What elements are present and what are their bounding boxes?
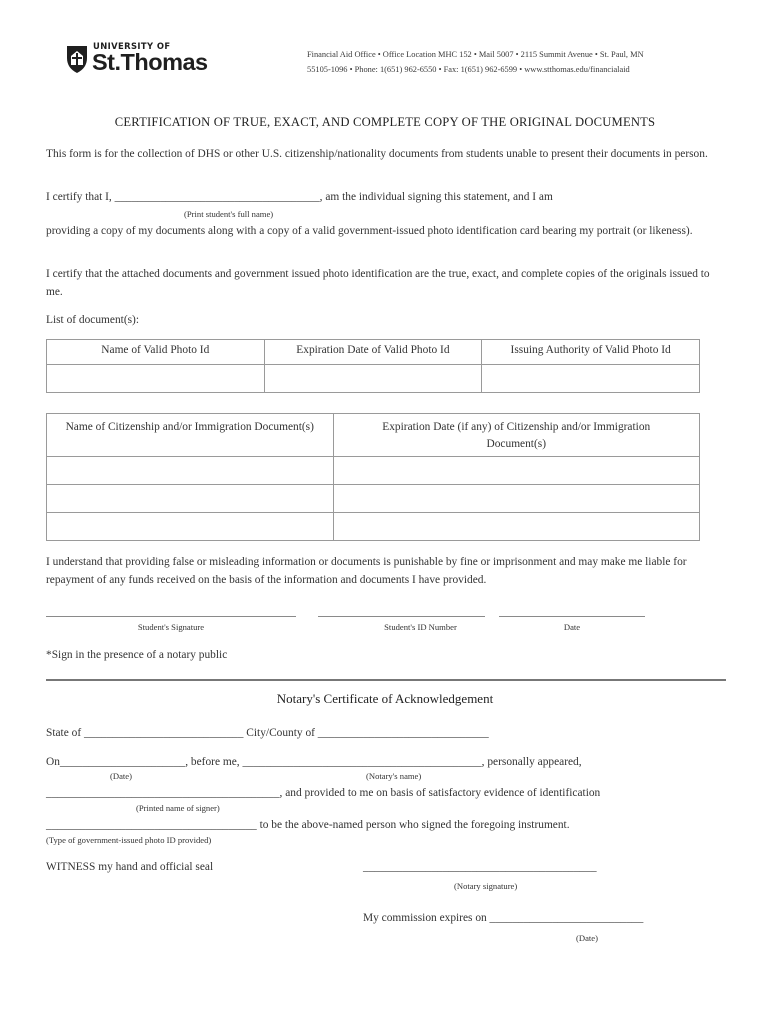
photo-id-name-cell[interactable] (47, 365, 265, 393)
certify-originals: I certify that the attached documents and government issued photo identification are the true, exact, and complete copies of the originals issued to me. (46, 268, 710, 298)
photo-id-authority-cell[interactable] (482, 365, 700, 393)
date-label: Date (563, 622, 581, 632)
certify-line1: I certify that I, ____________________________________, am the individual signing this statement, and I am (46, 191, 553, 203)
page-title: CERTIFICATION OF TRUE, EXACT, AND COMPLETE COPY OF THE ORIGINAL DOCUMENTS (114, 115, 656, 129)
notary-signature-line[interactable]: _________________________________________ (363, 861, 597, 873)
section-divider (46, 679, 726, 681)
university-logo (66, 42, 216, 78)
citizenship-name-cell[interactable] (47, 485, 334, 513)
printed-name-hint: (Printed name of signer) (136, 803, 220, 813)
citizenship-header-expiration: Expiration Date (if any) of Citizenship and/or Immigration Document(s) (333, 414, 700, 457)
office-info (307, 47, 727, 77)
intro-text: This form is for the collection of DHS or other U.S. citizenship/nationality documents from students unable to present their documents in person. (46, 148, 708, 160)
notary-signature-hint: (Notary signature) (454, 881, 518, 891)
citizenship-doc-table (46, 413, 700, 541)
notary-title: Notary's Certificate of Acknowledgement (276, 691, 494, 706)
list-label: List of document(s): (46, 314, 140, 326)
office-info-line2: 55105-1096 • Phone: 1(651) 962-6550 • Fax: 1(651) 962-6599 • www.stthomas.edu/financialaid (307, 65, 630, 74)
on-date-hint: (Date) (110, 771, 132, 781)
logo-university-of: UNIVERSITY OF (93, 41, 171, 51)
student-id-line[interactable] (318, 616, 485, 617)
citizenship-name-cell[interactable] (47, 513, 334, 541)
shield-icon (66, 44, 88, 74)
photo-id-table (46, 339, 700, 393)
citizenship-name-cell[interactable] (47, 457, 334, 485)
date-line[interactable] (499, 616, 645, 617)
logo-name: St.Thomas (92, 49, 208, 75)
citizenship-expiration-cell[interactable] (333, 457, 700, 485)
photo-id-type-line[interactable]: _____________________________________ to be the above-named person who signed the foregoing instrument. (46, 819, 570, 831)
on-date-line[interactable]: On______________________, before me, __________________________________________, personally appeared, (46, 756, 582, 768)
student-id-label: Student's ID Number (384, 622, 457, 632)
office-info-line1: Financial Aid Office • Office Location MHC 152 • Mail 5007 • 2115 Summit Avenue • St. Paul, MN (307, 50, 644, 59)
photo-id-header-name: Name of Valid Photo Id (47, 340, 265, 365)
printed-name-line[interactable]: _________________________________________, and provided to me on basis of satisfactory evidence of identification (46, 787, 601, 799)
understand-text: I understand that providing false or misleading information or documents is punishable by fine or imprisonment and may make me liable for repayment of any funds received on the basis of the information and documents I have provided. (46, 556, 687, 586)
notary-name-hint: (Notary's name) (366, 771, 422, 781)
state-county-line[interactable]: State of ____________________________ City/County of ______________________________ (46, 727, 489, 739)
student-name-hint: (Print student's full name) (184, 209, 274, 219)
commission-date-hint: (Date) (576, 933, 598, 943)
notary-note: *Sign in the presence of a notary public (46, 649, 228, 661)
witness-text: WITNESS my hand and official seal (46, 861, 214, 873)
photo-id-header-expiration: Expiration Date of Valid Photo Id (264, 340, 482, 365)
student-signature-label: Student's Signature (137, 622, 205, 632)
photo-id-type-hint: (Type of government-issued photo ID provided) (46, 835, 212, 845)
citizenship-expiration-cell[interactable] (333, 513, 700, 541)
student-signature-line[interactable] (46, 616, 296, 617)
certify-line2: providing a copy of my documents along with a copy of a valid government-issued photo identification card bearing my portrait (or likeness). (46, 225, 693, 237)
photo-id-expiration-cell[interactable] (264, 365, 482, 393)
citizenship-expiration-cell[interactable] (333, 485, 700, 513)
commission-expires-line[interactable]: My commission expires on ___________________________ (363, 912, 644, 924)
citizenship-header-name: Name of Citizenship and/or Immigration Document(s) (47, 414, 334, 457)
photo-id-header-authority: Issuing Authority of Valid Photo Id (482, 340, 700, 365)
